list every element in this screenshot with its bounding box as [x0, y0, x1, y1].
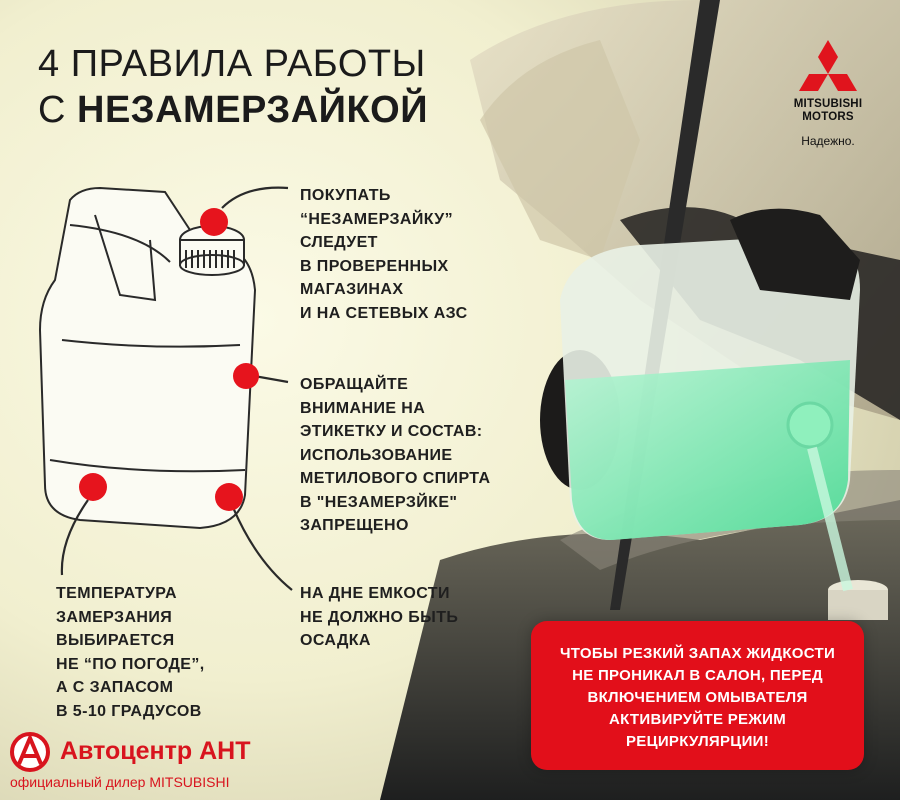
dealer-subtitle: официальный дилер MITSUBISHI	[10, 774, 230, 790]
rule-sediment: НА ДНЕ ЕМКОСТИ НЕ ДОЛЖНО БЫТЬ ОСАДКА	[300, 585, 459, 649]
dealer-name: Автоцентр АНТ	[60, 737, 251, 765]
title-prefix: С	[38, 89, 66, 131]
title-bold: НЕЗАМЕРЗАЙКОЙ	[77, 89, 429, 131]
warning-box	[531, 621, 864, 770]
rule-label: ОБРАЩАЙТЕ ВНИМАНИЕ НА ЭТИКЕТКУ И СОСТАВ: ИСПОЛЬЗОВАНИЕ МЕТИЛОВОГО СПИРТА В "НЕЗАМЕРЗЙКЕ" ЗАПРЕЩЕНО	[300, 376, 491, 534]
warning-text: ЧТОБЫ РЕЗКИЙ ЗАПАХ ЖИДКОСТИ НЕ ПРОНИКАЛ В САЛОН, ПЕРЕД ВКЛЮЧЕНИЕМ ОМЫВАТЕЛЯ АКТИВИРУЙТЕ РЕЖИМ РЕЦИРКУЛЯРЦИИ!	[559, 645, 836, 750]
title-line-2	[38, 86, 428, 134]
page-title	[38, 42, 428, 134]
mitsubishi-logo	[788, 40, 868, 148]
title-line-1: 4 ПРАВИЛА РАБОТЫ	[38, 43, 426, 85]
rule-temperature: ТЕМПЕРАТУРА ЗАМЕРЗАНИЯ ВЫБИРАЕТСЯ НЕ “ПО ПОГОДЕ”, А С ЗАПАСОМ В 5-10 ГРАДУСОВ	[56, 585, 205, 720]
logo-brand: MITSUBISHI MOTORS	[793, 98, 863, 123]
logo-tagline: Надежно.	[801, 134, 855, 148]
rule-buy: ПОКУПАТЬ “НЕЗАМЕРЗАЙКУ” СЛЕДУЕТ В ПРОВЕРЕННЫХ МАГАЗИНАХ И НА СЕТЕВЫХ АЗС	[300, 187, 468, 322]
